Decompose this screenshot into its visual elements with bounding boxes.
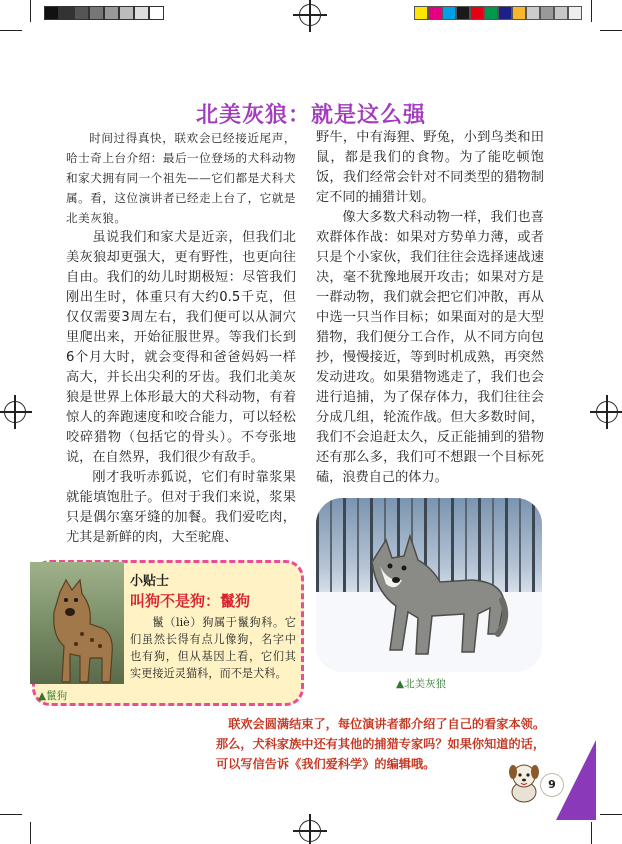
tip-label: 小贴士 — [130, 574, 170, 589]
body-paragraph: 野牛，中有海狸、野兔，小到鸟类和田鼠，都是我们的食物。为了能吃顿饱饭，我们经常会针对不同类型的猎物制定不同的捕猎计划。 — [316, 130, 544, 205]
body-paragraph: 虽说我们和家犬是近亲，但我们北美灰狼却更强大，更有野性，也更向往自由。我们的幼儿时期极短：尽管我们刚出生时，体重只有大约0.5千克，但仅仅需要3周左右，我们便可以从洞穴里爬出来，开始征服世界。等我们长到6个月大时，就会变得和爸爸妈妈一样高大，并长出尖利的牙齿。我们北美灰狼是世界上体形最大的犬科动物，有着惊人的奔跑速度和咬合能力，可以轻松咬碎猎物（包括它的骨头）。不夸张地说，在自然界，我们很少有敌手。 — [66, 230, 296, 465]
wolf-caption: ▲北美灰狼 — [396, 678, 447, 690]
tip-title: 叫狗不是狗：鬣狗 — [130, 592, 251, 610]
page-number: 9 — [540, 773, 564, 797]
hyena-caption: ▲鬣狗 — [38, 690, 68, 702]
closing-paragraph: 联欢会圆满结束了，每位演讲者都介绍了自己的看家本领。那么，犬科家族中还有其他的捕猎专家吗？如果你知道的话，可以写信告诉《我们爱科学》的编辑哦。 — [216, 717, 546, 771]
page-title: 北美灰狼：就是这么强 — [195, 103, 426, 128]
puppy-mascot-icon — [506, 760, 542, 804]
body-paragraph: 像大多数犬科动物一样，我们也喜欢群体作战：如果对方势单力薄，或者只是个小家伙，我们往往会选择速战速决，毫不犹豫地展开攻击；如果对方是一群动物，我们就会把它们冲散，再从中选一只当作目标；如果面对的是大型猎物，我们便分工合作，从不同方向包抄，慢慢接近，等到时机成熟，再突然发动进攻。如果猎物逃走了，我们也会进行追捕，为了保存体力，我们往往会分成几组，轮流作战。但大多数时间，我们不会追赶太久，反正能捕到的猎物还有那么多，我们可不想跟一个目标死磕，浪费自己的体力。 — [316, 210, 544, 485]
body-paragraph: 刚才我听赤狐说，它们有时靠浆果就能填饱肚子。但对于我们来说，浆果只是偶尔塞牙缝的加餐。我们爱吃肉，尤其是新鲜的肉，大至驼鹿、 — [66, 470, 296, 545]
tip-text: 鬣（liè）狗属于鬣狗科。它们虽然长得有点儿像狗，名字中也有狗，但从基因上看，它们其实更接近灵猫科，而不是犬科。 — [130, 616, 296, 680]
intro-paragraph: 时间过得真快，联欢会已经接近尾声，哈士奇上台介绍：最后一位登场的犬科动物和家犬拥有同一个祖先——它们都是犬科犬属。看，这位演讲者已经走上台了，它就是北美灰狼。 — [66, 131, 296, 225]
